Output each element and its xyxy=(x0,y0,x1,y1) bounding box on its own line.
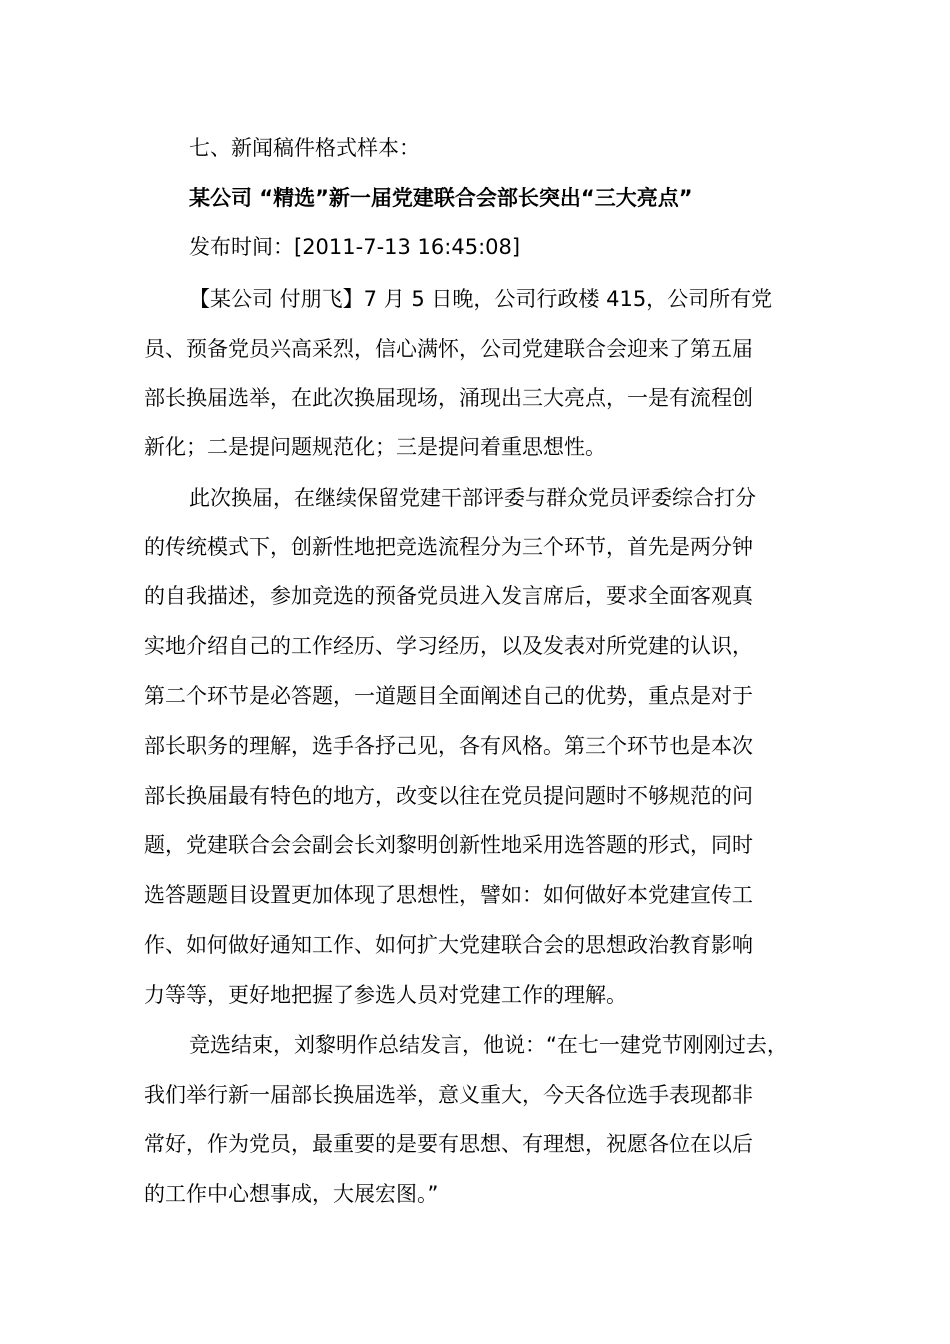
headline: 某公司 “精选”新一届党建联合会部长突出“三大亮点” xyxy=(189,186,693,210)
paragraph-line: 选答题题目设置更加体现了思想性，譬如：如何做好本党建宣传工 xyxy=(144,883,753,907)
paragraph-line: 实地介绍自己的工作经历、学习经历，以及发表对所党建的认识， xyxy=(144,634,753,658)
paragraph-line: 竞选结束，刘黎明作总结发言，他说：“在七一建党节刚刚过去， xyxy=(189,1033,788,1057)
paragraph-line: 此次换届，在继续保留党建干部评委与群众党员评委综合打分 xyxy=(189,486,756,510)
paragraph-line: 题，党建联合会会副会长刘黎明创新性地采用选答题的形式，同时 xyxy=(144,833,753,857)
paragraph-line: 常好，作为党员，最重要的是要有思想、有理想，祝愿各位在以后 xyxy=(144,1132,753,1156)
paragraph-line: 的工作中心想事成，大展宏图。” xyxy=(144,1182,439,1206)
publish-time: 发布时间：[2011-7-13 16:45:08] xyxy=(189,235,521,259)
paragraph-line: 部长换届选举，在此次换届现场，涌现出三大亮点，一是有流程创 xyxy=(144,386,753,410)
paragraph-line: 的传统模式下，创新性地把竞选流程分为三个环节，首先是两分钟 xyxy=(144,535,753,559)
section-heading: 七、新闻稿件格式样本： xyxy=(189,136,420,160)
paragraph-line: 作、如何做好通知工作、如何扩大党建联合会的思想政治教育影响 xyxy=(144,933,753,957)
paragraph-line: 的自我描述，参加竞选的预备党员进入发言席后，要求全面客观真 xyxy=(144,584,753,608)
paragraph-line: 我们举行新一届部长换届选举，意义重大，今天各位选手表现都非 xyxy=(144,1083,753,1107)
paragraph-line: 新化；二是提问题规范化；三是提问着重思想性。 xyxy=(144,435,606,459)
paragraph-line: 部长职务的理解，选手各抒己见，各有风格。第三个环节也是本次 xyxy=(144,734,753,758)
paragraph-line: 力等等，更好地把握了参选人员对党建工作的理解。 xyxy=(144,983,627,1007)
paragraph-line: 员、预备党员兴高采烈，信心满怀，公司党建联合会迎来了第五届 xyxy=(144,337,753,361)
paragraph-line: 部长换届最有特色的地方，改变以往在党员提问题时不够规范的问 xyxy=(144,784,753,808)
paragraph-line: 【某公司 付朋飞】7 月 5 日晚，公司行政楼 415，公司所有党 xyxy=(189,287,773,311)
paragraph-line: 第二个环节是必答题，一道题目全面阐述自己的优势，重点是对于 xyxy=(144,684,753,708)
